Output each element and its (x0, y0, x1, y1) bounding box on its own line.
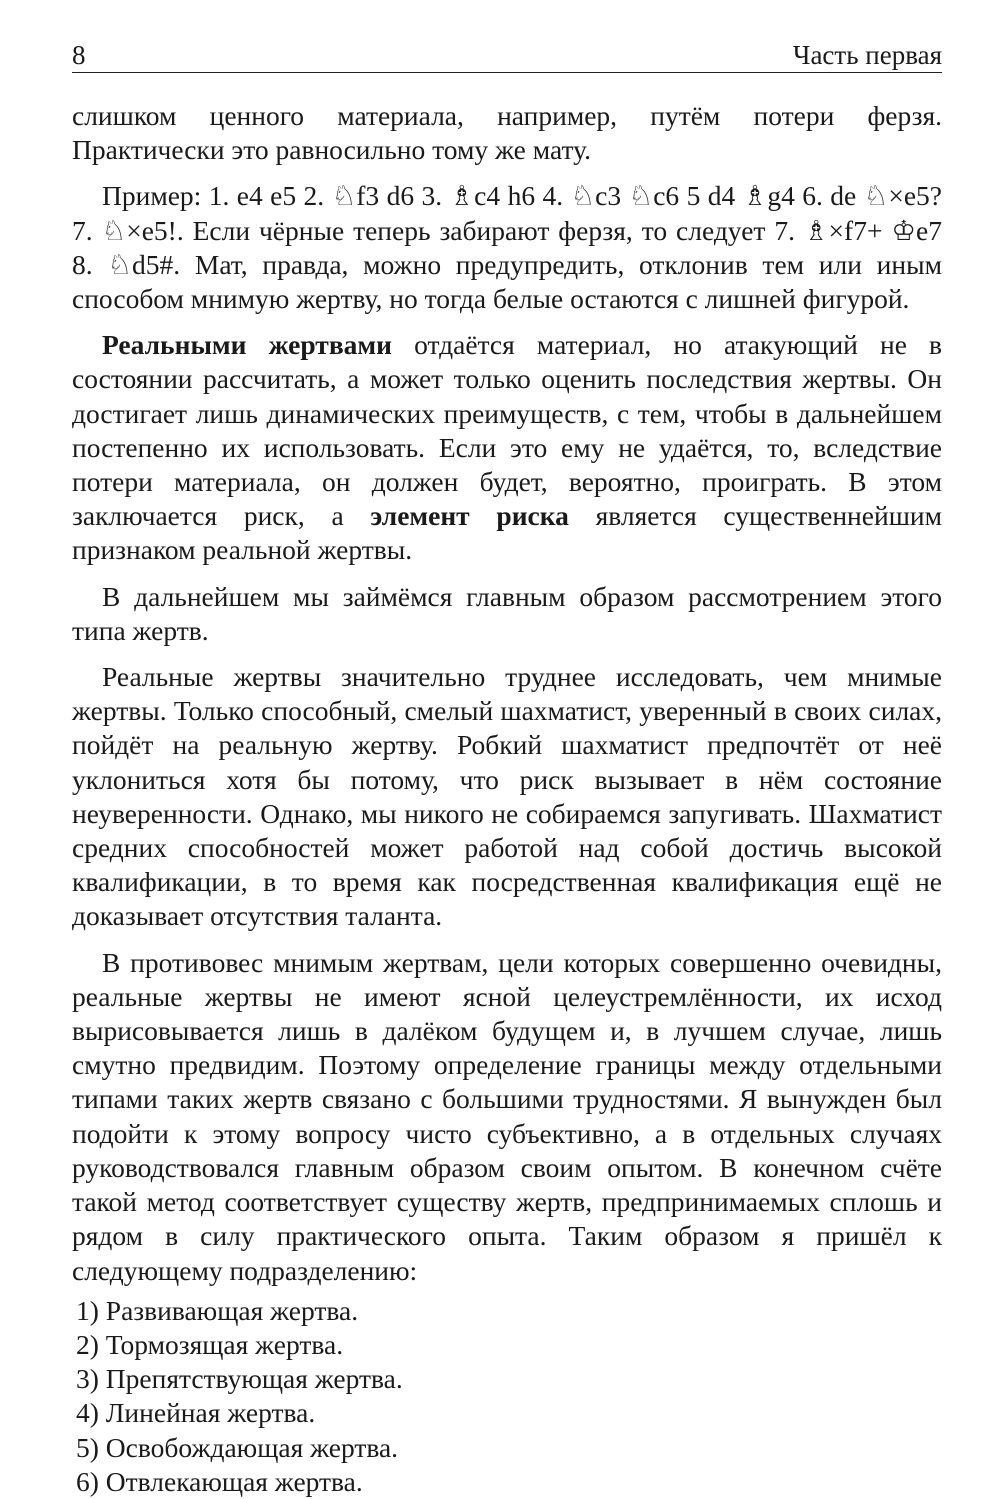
paragraph-real-sacrifices (72, 328, 942, 567)
paragraph-text: отдаётся материал, но атакующий не в состоянии рассчитать, а может только оценить последствия жертвы. Он достигает лишь динамических преимуществ, с тем, чтобы в дальнейшем постепенно их использовать. Если это ему не удаётся, то, вследствие потери материала, он должен будет, вероятно, проиграть. В этом заключается риск, а (72, 329, 942, 532)
list-item: 4) Линейная жертва. (76, 1397, 316, 1429)
list-item: 3) Препятствующая жертва. (76, 1363, 403, 1395)
paragraph-continuation: слишком ценного материала, например, путём потери ферзя. Практически это равносильно тому же мату. (72, 100, 942, 166)
paragraph-classification: В противовес мнимым жертвам, цели которых совершенно очевидны, реальные жертвы не имеют ясной целеустремлённости, их исход вырисовывается лишь в далёком будущем и, в лучшем случае, лишь смутно предвидим. Поэтому определение границы между отдельными типами таких жертв связано с большими трудностями. Я вынужден был подойти к этому вопросу чисто субъективно, а в отдельных случаях руководствовался главным образом своим опытом. В конечном счёте такой метод соответствует существу жертв, предпринимаемых сплошь и рядом в силу практического опыта. Таким образом я пришёл к следующему подразделению: (72, 946, 942, 1286)
list-item: 2) Тормозящая жертва. (76, 1328, 344, 1360)
body-text (72, 99, 942, 1499)
bold-term-real-sacrifices: Реальными жертвами (102, 329, 392, 361)
list-item: 5) Освобождающая жертва. (76, 1431, 399, 1463)
paragraph-example-moves: Пример: 1. e4 e5 2. ♘f3 d6 3. ♗c4 h6 4. ♘c3 ♘c6 5 d4 ♗g4 6. de ♘×e5? 7. ♘×e5!. Если чёрные теперь забирают ферзя, то следует 7. ♗×f7+ ♔e7 8. ♘d5#. Мат, правда, можно предупредить, отклонив тем или иным способом мнимую жертву, но тогда белые остаются с лишней фигурой. (72, 180, 942, 315)
bold-term-risk-element: элемент риска (370, 500, 569, 532)
paragraph-difficulty: Реальные жертвы значительно труднее исследовать, чем мнимые жертвы. Только способный, смелый шахматист, уверенный в своих силах, пойдёт на реальную жертву. Робкий шахматист предпочтёт от неё уклониться хотя бы потому, что риск вызывает в нём состояние неуверенности. Однако, мы никого не собираемся запугивать. Шахматист средних способностей может работой над собой достичь высокой квалификации, в то время как посредственная квалификация ещё не доказывает отсутствия таланта. (72, 661, 942, 932)
part-title: Часть первая (792, 40, 942, 70)
list-item: 1) Развивающая жертва. (76, 1294, 359, 1326)
page-number: 8 (72, 40, 86, 70)
list-item: 6) Отвлекающая жертва. (76, 1465, 363, 1497)
paragraph-focus: В дальнейшем мы займёмся главным образом рассмотрением этого типа жертв. (72, 580, 942, 646)
running-header (72, 36, 942, 73)
paragraph-text: является существеннейшим признаком реальной жертвы. (72, 500, 942, 566)
